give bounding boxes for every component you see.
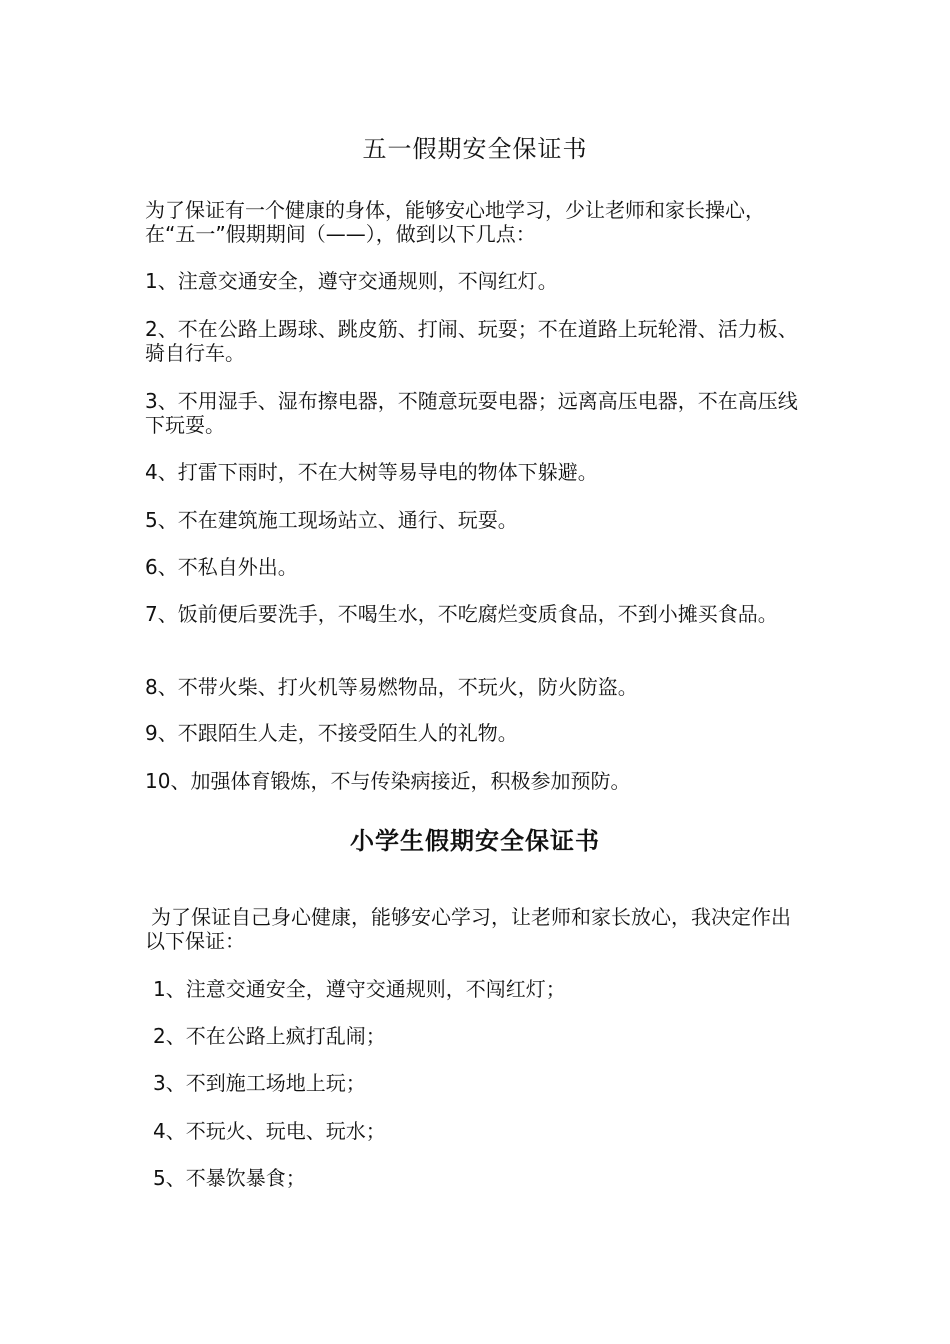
- section1-item-3: 3、不用湿手、湿布擦电器，不随意玩耍电器；远离高压电器，不在高压线下玩耍。: [145, 389, 798, 437]
- section1-item-8: 8、不带火柴、打火机等易燃物品，不玩火，防火防盗。: [145, 675, 638, 699]
- section1-item-1: 1、注意交通安全，遵守交通规则，不闯红灯。: [145, 269, 558, 293]
- section2-item-2: 2、不在公路上疯打乱闹；: [153, 1024, 386, 1048]
- section1-item-4: 4、打雷下雨时，不在大树等易导电的物体下躲避。: [145, 460, 598, 484]
- section2-item-5: 5、不暴饮暴食；: [153, 1166, 306, 1190]
- section1-item-9: 9、不跟陌生人走，不接受陌生人的礼物。: [145, 721, 518, 745]
- section2-intro: 为了保证自己身心健康，能够安心学习，让老师和家长放心，我决定作出以下保证：: [145, 905, 791, 953]
- section1-item-6: 6、不私自外出。: [145, 555, 298, 579]
- section2-title: 小学生假期安全保证书: [350, 827, 600, 855]
- section2-item-1: 1、注意交通安全，遵守交通规则，不闯红灯；: [153, 977, 566, 1001]
- section1-intro: 为了保证有一个健康的身体，能够安心地学习，少让老师和家长操心，在“五一”假期期间（——），做到以下几点：: [145, 198, 765, 246]
- section1-item-2: 2、不在公路上踢球、跳皮筋、打闹、玩耍；不在道路上玩轮滑、活力板、骑自行车。: [145, 317, 798, 365]
- section2-item-4: 4、不玩火、玩电、玩水；: [153, 1119, 386, 1143]
- section1-item-5: 5、不在建筑施工现场站立、通行、玩耍。: [145, 508, 518, 532]
- section2-item-3: 3、不到施工场地上玩；: [153, 1071, 366, 1095]
- section1-title: 五一假期安全保证书: [362, 135, 588, 163]
- section1-item-7: 7、饭前便后要洗手，不喝生水，不吃腐烂变质食品，不到小摊买食品。: [145, 602, 778, 626]
- section1-item-10: 10、加强体育锻炼，不与传染病接近，积极参加预防。: [145, 769, 631, 793]
